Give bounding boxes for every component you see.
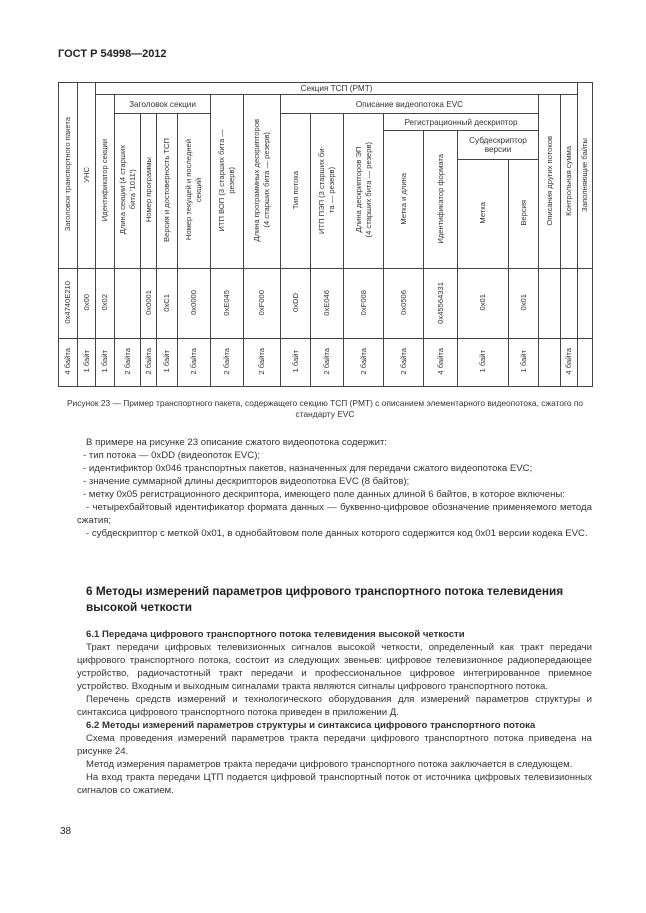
size-cell xyxy=(578,339,593,387)
col-header: Идентификатор секции xyxy=(96,95,115,269)
size-cell xyxy=(344,339,384,387)
example-text xyxy=(77,436,592,540)
size-cell xyxy=(115,339,141,387)
value-cell xyxy=(458,269,509,339)
size-cell-text: 2 байта xyxy=(257,348,266,375)
size-cell-text: 1 байт xyxy=(162,350,171,373)
size-cell-text: 2 байта xyxy=(143,348,153,375)
value-cell xyxy=(509,269,539,339)
col-header: Длина дескрипторов ЭП (4 старших бита — резерв) xyxy=(344,114,384,269)
col-header: Длина программных дескрипторов (4 старших бита — резерв) xyxy=(244,95,281,269)
size-cell xyxy=(424,339,458,387)
size-cell xyxy=(509,339,539,387)
list-item: - четырехбайтовый идентификатор формата данных — буквенно-цифровое обозначение применяемого метода сжатия; xyxy=(77,502,592,526)
sizes-row xyxy=(59,339,593,387)
size-cell-text: 2 байта xyxy=(222,348,231,375)
value-cell-text: 0x0000 xyxy=(189,290,198,315)
group-header-section: Секция ТСП (PMT) xyxy=(96,83,578,95)
size-cell-text: 1 байт xyxy=(478,350,487,373)
section-6-text xyxy=(77,628,592,797)
value-cell xyxy=(424,269,458,339)
size-cell-text: 2 байта xyxy=(358,348,368,375)
value-cell xyxy=(157,269,178,339)
value-cell-text: 0xE046 xyxy=(322,289,331,316)
value-cell xyxy=(96,269,115,339)
value-cell-text: 0x45564331 xyxy=(435,281,445,324)
value-cell-text: 0xF000 xyxy=(257,289,266,316)
list-item: - идентификтор 0x046 транспортных пакетов, назначенных для передачи сжатого видеопотока EVC; xyxy=(83,463,533,474)
size-cell xyxy=(458,339,509,387)
col-header: Длина секции (4 старших бита '1011') xyxy=(115,114,141,269)
value-cell xyxy=(244,269,281,339)
page-number: 38 xyxy=(60,826,72,837)
size-cell xyxy=(96,339,115,387)
value-cell-text: 0x01 xyxy=(478,294,487,311)
value-cell xyxy=(78,269,96,339)
figure-caption: Рисунок 23 — Пример транспортного пакета, содержащего секцию ТСП (PMT) с описанием элементарного видеопотока, сжатого по стандарту EVC xyxy=(66,398,584,419)
value-cell-text: 0xE045 xyxy=(222,289,231,316)
col-header: Метка и длина xyxy=(384,131,424,269)
size-cell xyxy=(211,339,244,387)
col-header: Метка xyxy=(458,160,509,269)
group-header-evc: Описание видеопотока EVC xyxy=(281,95,539,114)
value-cell-text: 0x01 xyxy=(518,294,528,311)
size-cell-text: 1 байт xyxy=(518,350,528,373)
value-cell-text: 0x0001 xyxy=(143,290,153,315)
size-cell-text: 1 байт xyxy=(81,350,91,373)
size-cell xyxy=(244,339,281,387)
col-header: ИТП ВОП (3 старших бита — резерв) xyxy=(211,95,244,269)
value-cell xyxy=(178,269,211,339)
value-cell-text: 0xC1 xyxy=(162,293,171,312)
value-cell xyxy=(561,269,578,339)
value-cell-text: 0x0506 xyxy=(398,290,408,315)
col-header: УНС xyxy=(78,83,96,269)
col-header: Тип потока xyxy=(281,114,311,269)
value-cell-text: 0x4740E210 xyxy=(63,281,72,324)
paragraph: Схема проведения измерений параметров тракта передачи цифрового транспортного потока приведена на рисунке 24. xyxy=(77,733,592,757)
size-cell xyxy=(561,339,578,387)
paragraph: Тракт передачи цифровых телевизионных сигналов высокой четкости, определенный как тракт передачи цифрового транспортного потока, состоит из следующих звеньев: цифровое телевизионное радиопередающее устройство, радиочастотный тракт передачи и профессиональное цифровое интегрированное приемное устройство. Входным и выходным сигналами тракта являются сигналы цифрового транспортного потока. xyxy=(77,642,592,692)
col-header: Заголовок транспортного пакета xyxy=(59,83,78,269)
size-cell xyxy=(281,339,311,387)
group-header-registration: Регистрационный дескриптор xyxy=(384,114,539,131)
value-cell xyxy=(539,269,561,339)
paragraph: В примере на рисунке 23 описание сжатого видеопотока содержит: xyxy=(86,437,387,448)
size-cell xyxy=(178,339,211,387)
value-cell xyxy=(281,269,311,339)
value-cell xyxy=(59,269,78,339)
size-cell-text: 2 байта xyxy=(189,348,198,375)
size-cell xyxy=(141,339,157,387)
size-cell xyxy=(539,339,561,387)
col-header: Идентификатор формата xyxy=(424,131,458,269)
value-cell-text: 0x00 xyxy=(81,294,91,311)
value-cell-text: 0x02 xyxy=(100,294,109,311)
col-header: Версия и достоверность ТСП xyxy=(157,114,178,269)
list-item: - субдескриптор с меткой 0x01, в однобайтовом поле данных которого содержится код 0x01 версии кодека EVC. xyxy=(86,528,588,539)
size-cell-text: 2 байта xyxy=(122,348,132,375)
value-cell xyxy=(211,269,244,339)
size-cell xyxy=(157,339,178,387)
value-cell xyxy=(141,269,157,339)
size-cell-text: 4 байта xyxy=(564,348,574,375)
size-cell-text: 1 байт xyxy=(290,350,300,373)
subsection-title: 6.2 Методы измерений параметров структуры и синтаксиса цифрового транспортного потока xyxy=(86,720,536,731)
size-cell-text: 1 байт xyxy=(100,350,109,373)
col-header: Версия xyxy=(509,160,539,269)
value-cell xyxy=(311,269,344,339)
col-header: ИТП ПЭП (3 старших би- та — резерв) xyxy=(311,114,344,269)
size-cell-text: 2 байта xyxy=(398,348,408,375)
paragraph: Перечень средств измерений и технологического оборудования для измерений параметров структуры и синтаксиса цифрового транспортного потока приведен в приложении Д. xyxy=(77,694,592,718)
size-cell xyxy=(59,339,78,387)
size-cell xyxy=(384,339,424,387)
value-cell xyxy=(578,269,593,339)
group-header-subdescriptor: Субдескриптор версии xyxy=(458,131,539,160)
size-cell xyxy=(311,339,344,387)
subsection-title: 6.1 Передача цифрового транспортного потока телевидения высокой четкости xyxy=(86,629,465,640)
size-cell-text: 2 байта xyxy=(322,348,331,375)
value-cell-text: 0xF008 xyxy=(358,289,368,316)
list-item: - метку 0x05 регистрационного дескриптора, имеющего поле данных длиной 6 байтов, в которое включены: xyxy=(83,489,565,500)
size-cell-text: 4 байта xyxy=(63,348,72,375)
value-cell xyxy=(384,269,424,339)
col-header: Номер текущей и последней секций xyxy=(178,114,211,269)
values-row xyxy=(59,269,593,339)
col-header: Заполняющие байты xyxy=(578,83,593,269)
paragraph: Метод измерения параметров тракта передачи цифрового транспортного потока заключается в следующем. xyxy=(86,759,573,770)
paragraph: На вход тракта передачи ЦТП подается цифровой транспортный поток от источника цифровых телевизионных сигналов со сжатием. xyxy=(77,772,592,796)
figure-23-table xyxy=(58,82,593,387)
document-header: ГОСТ Р 54998—2012 xyxy=(58,48,167,60)
col-header: Контрольная сумма xyxy=(561,95,578,269)
size-cell xyxy=(78,339,96,387)
col-header: Описания других потоков xyxy=(539,95,561,269)
col-header: Номер программы xyxy=(141,114,157,269)
group-header-section-header: Заголовок секции xyxy=(115,95,211,114)
value-cell-text: 0xDD xyxy=(290,293,300,312)
list-item: - значение суммарной длины дескрипторов видеопотока EVC (8 байтов); xyxy=(83,476,410,487)
size-cell-text: 4 байта xyxy=(435,348,445,375)
section-title: 6 Методы измерений параметров цифрового транспортного потока телевидения высокой четкости xyxy=(86,584,564,614)
value-cell xyxy=(115,269,141,339)
list-item: - тип потока — 0xDD (видеопоток EVC); xyxy=(83,450,261,461)
value-cell xyxy=(344,269,384,339)
